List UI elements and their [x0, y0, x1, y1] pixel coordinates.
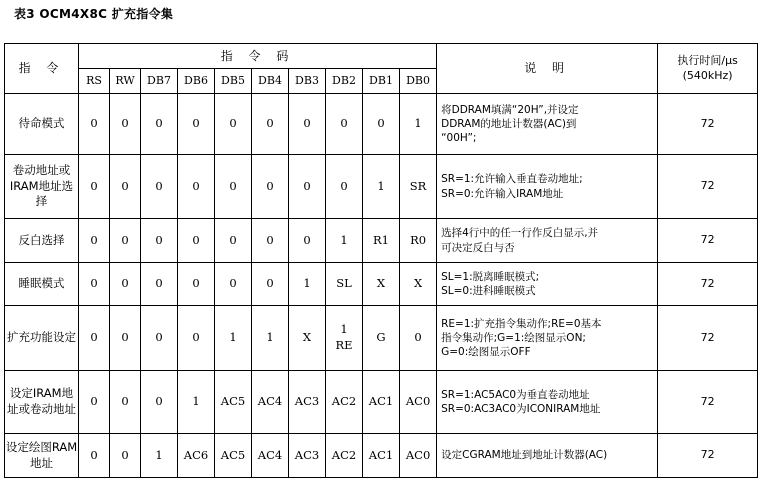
bit-cell-db1: X	[363, 263, 400, 306]
row-exec-time: 72	[658, 306, 758, 371]
row-name: 睡眠模式	[5, 263, 79, 306]
bit-cell-db1: AC1	[363, 371, 400, 434]
row-description	[437, 371, 658, 434]
bit-header-db3: DB3	[289, 69, 326, 94]
bit-cell-db2: AC2	[326, 434, 363, 478]
bit-cell-rw: 0	[110, 434, 141, 478]
header-instruction-code: 指 令 码	[79, 44, 437, 69]
bit-cell-db5: 0	[215, 155, 252, 219]
bit-cell-rw: 0	[110, 263, 141, 306]
row-description	[437, 219, 658, 263]
header-exec-time	[658, 44, 758, 94]
row-exec-time: 72	[658, 434, 758, 478]
bit-cell-db7: 0	[141, 371, 178, 434]
bit-cell-db0: SR	[400, 155, 437, 219]
bit-header-db5: DB5	[215, 69, 252, 94]
table-title: 表3 OCM4X8C 扩充指令集	[14, 7, 174, 21]
bit-cell-db3: 0	[289, 155, 326, 219]
bit-cell-db4: 0	[252, 94, 289, 155]
header-description: 说 明	[437, 44, 658, 94]
bit-cell-db0: AC0	[400, 371, 437, 434]
bit-cell-db1: G	[363, 306, 400, 371]
bit-cell-db7: 0	[141, 306, 178, 371]
bit-cell-db2: 0	[326, 155, 363, 219]
bit-cell-db7: 0	[141, 155, 178, 219]
row-exec-time: 72	[658, 371, 758, 434]
bit-header-db2: DB2	[326, 69, 363, 94]
description-line: 可决定反白与否	[441, 241, 515, 254]
description-line: SL=1:脱离睡眠模式;	[441, 270, 540, 283]
bit-cell-db4: 0	[252, 155, 289, 219]
bit-cell-db6: AC6	[178, 434, 215, 478]
description-line: G=0:绘图显示OFF	[441, 346, 531, 359]
table-row	[5, 434, 758, 478]
bit-cell-db1: 1	[363, 155, 400, 219]
row-name: 卷动地址或IRAM地址选择	[5, 155, 79, 219]
description-line: SL=0:进科睡眠模式	[441, 285, 536, 297]
header-row-top	[5, 44, 758, 69]
bit-cell-db0: X	[400, 263, 437, 306]
bit-cell-rw: 0	[110, 94, 141, 155]
row-name: 设定绘图RAM地址	[5, 434, 79, 478]
description-line: DDRAM的地址计数器(AC)到	[441, 117, 577, 130]
row-name: 扩充功能设定	[5, 306, 79, 371]
bit-cell-db0: AC0	[400, 434, 437, 478]
bit-cell-db4: 0	[252, 219, 289, 263]
description-line: SR=0:AC3AC0为ICONIRAM地址	[441, 403, 601, 415]
table-row	[5, 306, 758, 371]
bit-cell-db3: X	[289, 306, 326, 371]
bit-cell-db7: 1	[141, 434, 178, 478]
table-row	[5, 219, 758, 263]
bit-cell-db3: 0	[289, 94, 326, 155]
row-name: 待命模式	[5, 94, 79, 155]
bit-cell-db4: 0	[252, 263, 289, 306]
bit-header-rw: RW	[110, 69, 141, 94]
extended-instruction-table	[4, 43, 758, 478]
bit-cell-line: 1	[340, 322, 348, 337]
bit-cell-db1: AC1	[363, 434, 400, 478]
description-line: 选择4行中的任一行作反白显示,并	[441, 227, 599, 240]
bit-cell-rs: 0	[79, 434, 110, 478]
row-description	[437, 263, 658, 306]
bit-cell-rw: 0	[110, 306, 141, 371]
row-description	[437, 94, 658, 155]
table-row	[5, 263, 758, 306]
bit-header-db7: DB7	[141, 69, 178, 94]
bit-cell-db5: AC5	[215, 371, 252, 434]
bit-cell-db5: 1	[215, 306, 252, 371]
row-exec-time: 72	[658, 263, 758, 306]
bit-cell-db2: AC2	[326, 371, 363, 434]
bit-cell-db1: 0	[363, 94, 400, 155]
bit-cell-rs: 0	[79, 263, 110, 306]
description-line: 指令集动作;G=1:绘图显示ON;	[441, 331, 586, 344]
header-instruction: 指 令	[5, 44, 79, 94]
bit-cell-db6: 0	[178, 94, 215, 155]
bit-cell-db5: 0	[215, 263, 252, 306]
bit-cell-db7: 0	[141, 219, 178, 263]
table-row	[5, 155, 758, 219]
bit-cell-rw: 0	[110, 155, 141, 219]
bit-cell-rs: 0	[79, 155, 110, 219]
bit-header-rs: RS	[79, 69, 110, 94]
bit-cell-rw: 0	[110, 219, 141, 263]
bit-cell-db6: 0	[178, 263, 215, 306]
bit-cell-db3: AC3	[289, 434, 326, 478]
bit-header-db1: DB1	[363, 69, 400, 94]
bit-cell-rs: 0	[79, 306, 110, 371]
bit-cell-db1: R1	[363, 219, 400, 263]
header-exec-time-freq: (540kHz)	[682, 68, 733, 82]
bit-cell-db5: 0	[215, 219, 252, 263]
bit-cell-db2	[326, 306, 363, 371]
bit-cell-db6: 0	[178, 219, 215, 263]
bit-cell-db4: AC4	[252, 434, 289, 478]
description-line: RE=1:扩充指令集动作;RE=0基本	[441, 317, 602, 330]
row-description	[437, 434, 658, 478]
bit-cell-db5: 0	[215, 94, 252, 155]
row-exec-time: 72	[658, 155, 758, 219]
bit-cell-db5: AC5	[215, 434, 252, 478]
table-body	[5, 94, 758, 478]
description-line: SR=0:允许输入IRAM地址	[441, 187, 564, 200]
bit-cell-db2: 1	[326, 219, 363, 263]
bit-cell-db7: 0	[141, 94, 178, 155]
bit-cell-db4: 1	[252, 306, 289, 371]
bit-cell-db3: 1	[289, 263, 326, 306]
bit-cell-rs: 0	[79, 219, 110, 263]
description-line: 设定CGRAM地址到地址计数器(AC)	[441, 449, 608, 462]
bit-cell-db6: 0	[178, 155, 215, 219]
bit-cell-db4: AC4	[252, 371, 289, 434]
bit-cell-db7: 0	[141, 263, 178, 306]
bit-header-db0: DB0	[400, 69, 437, 94]
bit-header-db4: DB4	[252, 69, 289, 94]
row-exec-time: 72	[658, 219, 758, 263]
row-name: 反白选择	[5, 219, 79, 263]
bit-cell-db0: 1	[400, 94, 437, 155]
bit-cell-db6: 0	[178, 306, 215, 371]
row-name: 设定IRAM地址或卷动地址	[5, 371, 79, 434]
bit-cell-db6: 1	[178, 371, 215, 434]
bit-cell-rs: 0	[79, 371, 110, 434]
bit-header-db6: DB6	[178, 69, 215, 94]
bit-cell-db2: 0	[326, 94, 363, 155]
bit-cell-db0: 0	[400, 306, 437, 371]
row-exec-time: 72	[658, 94, 758, 155]
description-line: “00H”;	[441, 132, 477, 145]
description-line: SR=1:AC5AC0为垂直卷动地址	[441, 388, 590, 401]
bit-cell-line: RE	[335, 338, 353, 352]
table-row	[5, 94, 758, 155]
bit-cell-db3: AC3	[289, 371, 326, 434]
description-line: 将DDRAM填满“20H”,并设定	[441, 103, 579, 116]
row-description	[437, 155, 658, 219]
row-description	[437, 306, 658, 371]
bit-cell-db0: R0	[400, 219, 437, 263]
table-row	[5, 371, 758, 434]
bit-cell-rs: 0	[79, 94, 110, 155]
bit-cell-db2: SL	[326, 263, 363, 306]
description-line: SR=1:允许输入垂直卷动地址;	[441, 173, 583, 186]
header-exec-time-label: 执行时间/μs	[677, 53, 738, 67]
bit-cell-db3: 0	[289, 219, 326, 263]
bit-cell-rw: 0	[110, 371, 141, 434]
